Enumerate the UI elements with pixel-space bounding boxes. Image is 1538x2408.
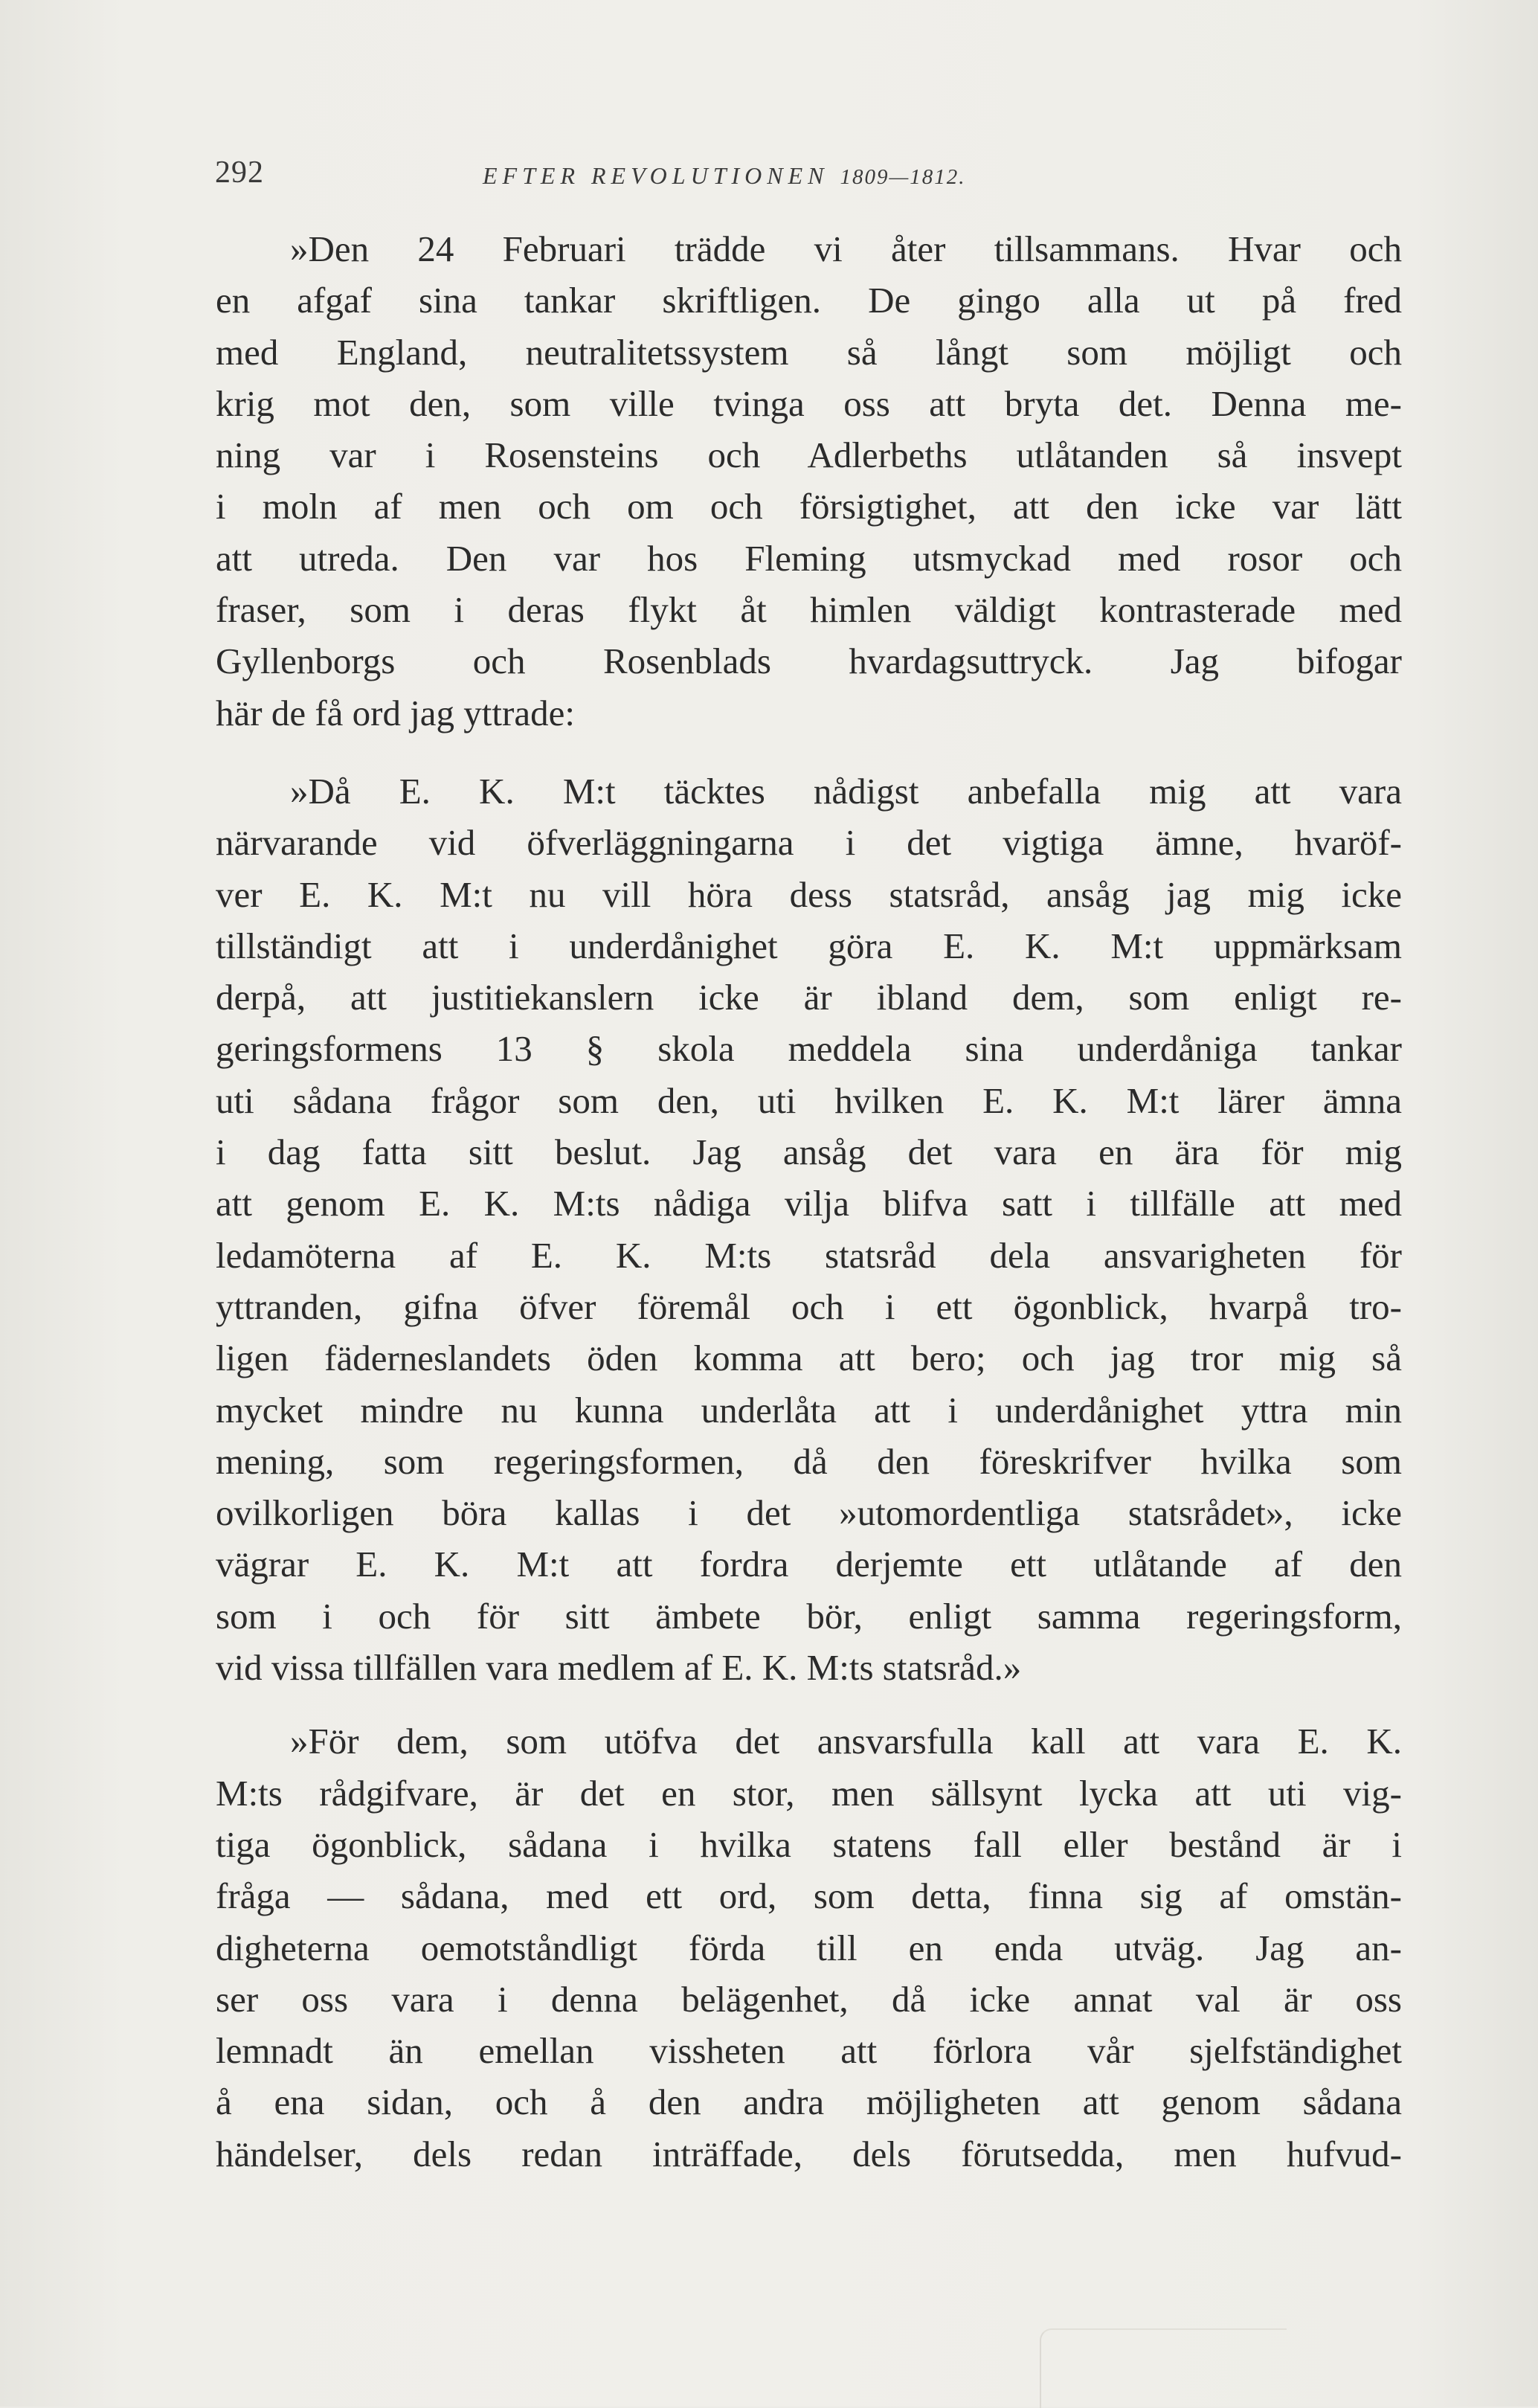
page-number: 292 <box>215 155 264 190</box>
text-line: fråga — sådana, med ett ord, som detta, finna sig af omstän- <box>216 1875 1402 1917</box>
paragraph-3 <box>216 1715 1402 2180</box>
running-title-text: EFTER REVOLUTIONEN <box>483 162 829 189</box>
running-title <box>483 162 966 190</box>
running-title-years: 1809—1812. <box>840 165 966 189</box>
paragraph-2 <box>216 765 1402 1693</box>
text-line: lemnadt än emellan vissheten att förlora vår sjelfständighet <box>216 2030 1402 2072</box>
text-line: i moln af men och om och försigtighet, att den icke var lätt <box>216 486 1402 527</box>
text-line: tillständigt att i underdånighet göra E. K. M:t uppmärksam <box>216 925 1402 966</box>
text-line: ledamöterna af E. K. M:ts statsråd dela ansvarigheten för <box>216 1234 1402 1276</box>
text-line: ligen fäderneslandets öden komma att bero; och jag tror mig så <box>216 1338 1402 1379</box>
text-line: tiga ögonblick, sådana i hvilka statens fall eller bestånd är i <box>216 1823 1402 1865</box>
text-line: ver E. K. M:t nu vill höra dess statsråd, ansåg jag mig icke <box>216 873 1402 915</box>
text-line: »Den 24 Februari trädde vi åter tillsammans. Hvar och <box>290 228 1402 269</box>
text-line: händelser, dels redan inträffade, dels förutsedda, men hufvud- <box>216 2133 1402 2174</box>
text-line: här de få ord jag yttrade: <box>216 692 575 733</box>
text-line: ser oss vara i denna belägenhet, då icke annat val är oss <box>216 1978 1402 2020</box>
text-line: att genom E. K. M:ts nådiga vilja blifva satt i tillfälle att med <box>216 1183 1402 1224</box>
text-line: geringsformens 13 § skola meddela sina underdåniga tankar <box>216 1028 1402 1070</box>
text-line: uti sådana frågor som den, uti hvilken E. K. M:t lärer ämna <box>216 1079 1402 1121</box>
page-fold-mark <box>1040 2328 1287 2408</box>
text-line: i dag fatta sitt beslut. Jag ansåg det vara en ära för mig <box>216 1131 1402 1173</box>
text-line: digheterna oemotståndligt förda till en enda utväg. Jag an- <box>216 1927 1402 1968</box>
text-line: krig mot den, som ville tvinga oss att bryta det. Denna me- <box>216 382 1402 424</box>
paragraph-spacer <box>216 739 1402 765</box>
text-line: å ena sidan, och å den andra möjligheten att genom sådana <box>216 2081 1402 2123</box>
text-line: mycket mindre nu kunna underlåta att i underdånighet yttra min <box>216 1389 1402 1431</box>
text-line: ning var i Rosensteins och Adlerbeths utlåtanden så insvept <box>216 434 1402 476</box>
body-text <box>216 223 1402 2180</box>
text-line: »Då E. K. M:t täcktes nådigst anbefalla mig att vara <box>290 770 1402 812</box>
text-line: Gyllenborgs och Rosenblads hvardagsuttryck. Jag bifogar <box>216 640 1402 682</box>
text-line: »För dem, som utöfva det ansvarsfulla kall att vara E. K. <box>290 1721 1402 1762</box>
text-line: vid vissa tillfällen vara medlem af E. K. M:ts statsråd.» <box>216 1647 1022 1689</box>
page-header <box>215 155 1405 199</box>
text-line: att utreda. Den var hos Fleming utsmyckad med rosor och <box>216 537 1402 579</box>
text-line: närvarande vid öfverläggningarna i det vigtiga ämne, hvaröf- <box>216 822 1402 864</box>
text-line: som i och för sitt ämbete bör, enligt samma regeringsform, <box>216 1595 1402 1637</box>
text-line: ovilkorligen böra kallas i det »utomordentliga statsrådet», icke <box>216 1492 1402 1534</box>
text-line: fraser, som i deras flykt åt himlen väldigt kontrasterade med <box>216 589 1402 631</box>
text-line: vägrar E. K. M:t att fordra derjemte ett utlåtande af den <box>216 1544 1402 1585</box>
paragraph-1 <box>216 223 1402 739</box>
paragraph-spacer <box>216 1693 1402 1715</box>
text-line: med England, neutralitetssystem så långt som möjligt och <box>216 331 1402 373</box>
text-line: M:ts rådgifvare, är det en stor, men sällsynt lycka att uti vig- <box>216 1772 1402 1814</box>
text-line: yttranden, gifna öfver föremål och i ett ögonblick, hvarpå tro- <box>216 1285 1402 1327</box>
text-line: derpå, att justitiekanslern icke är ibland dem, som enligt re- <box>216 977 1402 1018</box>
text-line: mening, som regeringsformen, då den föreskrifver hvilka som <box>216 1440 1402 1482</box>
text-line: en afgaf sina tankar skriftligen. De gingo alla ut på fred <box>216 280 1402 321</box>
